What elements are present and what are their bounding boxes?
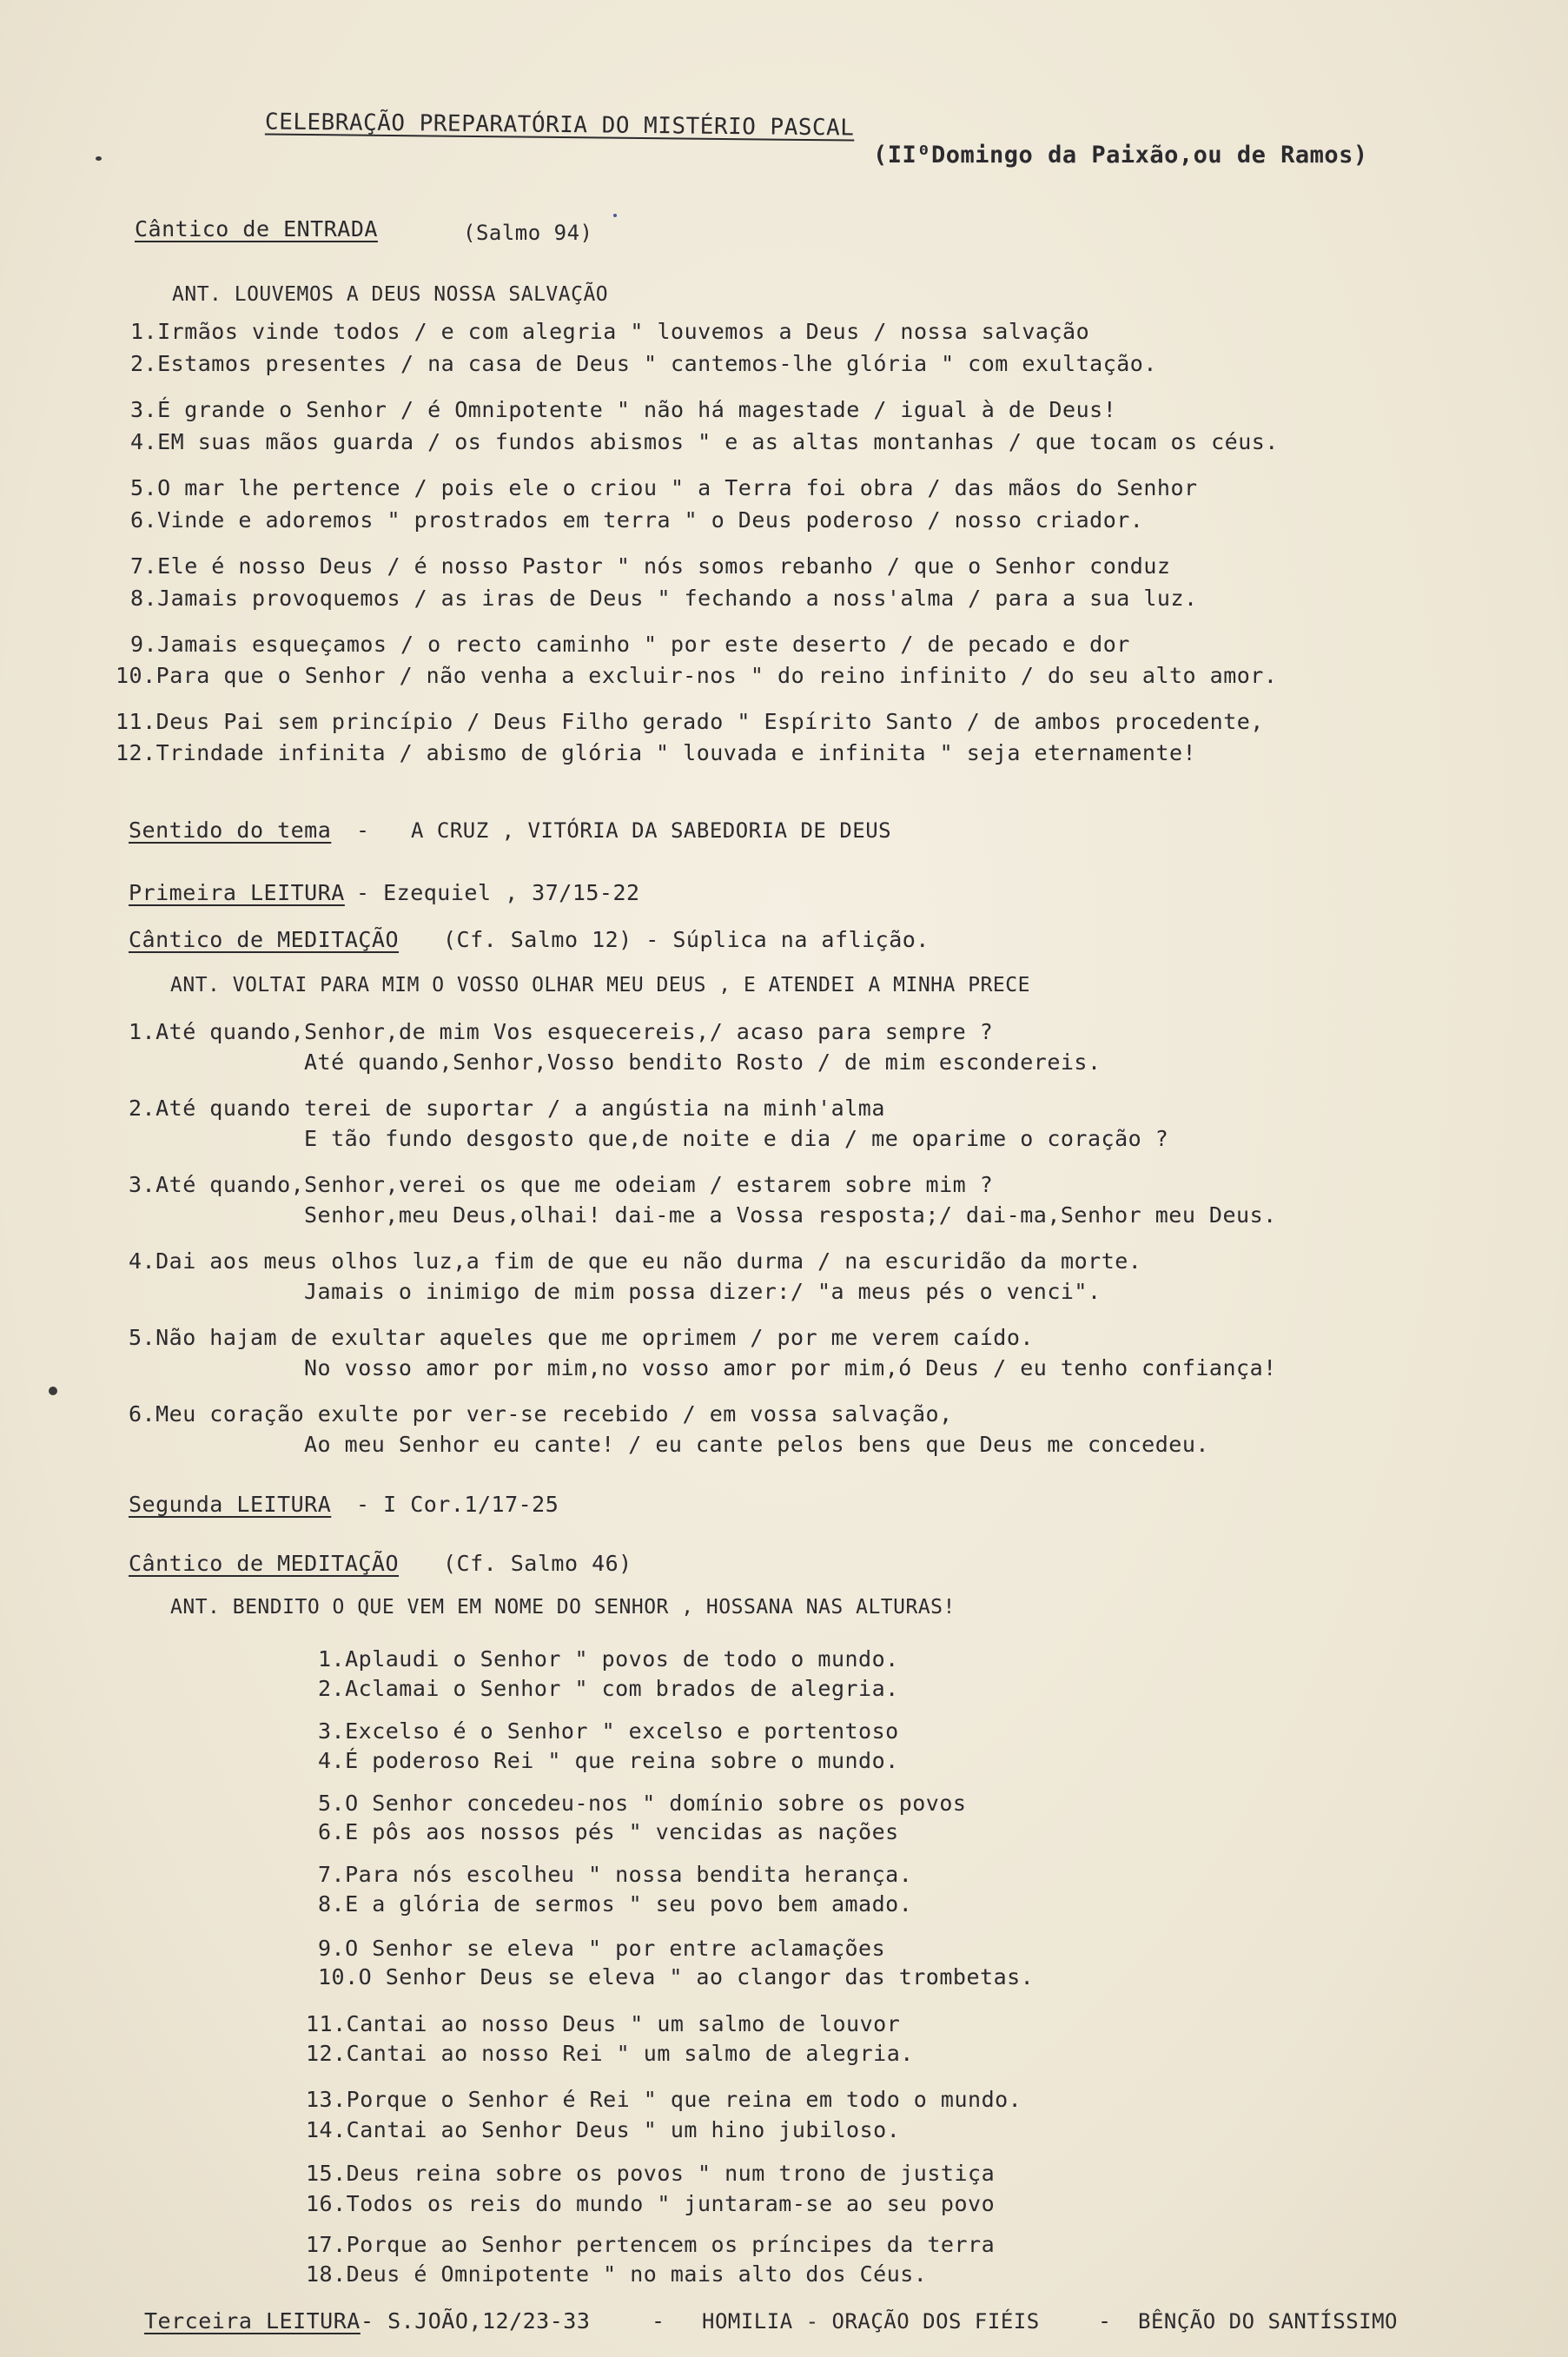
meditacao1-heading: Cântico de MEDITAÇÃO <box>129 927 400 952</box>
verse-line: 6.E pôs aos nossos pés " vencidas as nações <box>318 1819 899 1844</box>
verse-line: 8.Jamais provoquemos / as iras de Deus " fechando a noss'alma / para a sua luz. <box>130 586 1198 611</box>
verse-line: 8.E a glória de sermos " seu povo bem amado. <box>318 1891 913 1917</box>
entrada-antiphon: ANT. LOUVEMOS A DEUS NOSSA SALVAÇÃO <box>172 283 609 306</box>
verse-line: 4.EM suas mãos guarda / os fundos abismos " e as altas montanhas / que tocam os céus. <box>130 429 1279 454</box>
verse-line: 1.Aplaudi o Senhor " povos de todo o mundo. <box>318 1646 899 1672</box>
verse-line: Ao meu Senhor eu cante! / eu cante pelos bens que Deus me concedeu. <box>304 1432 1209 1457</box>
verse-line: 18.Deus é Omnipotente " no mais alto dos Céus. <box>306 2261 928 2287</box>
meditacao1-ref: (Cf. Salmo 12) - Súplica na aflição. <box>443 927 930 952</box>
page-subtitle: (II⁰Domingo da Paixão,ou de Ramos) <box>873 142 1368 169</box>
meditacao2-ref: (Cf. Salmo 46) <box>443 1551 632 1576</box>
segunda-label: Segunda LEITURA <box>129 1492 332 1517</box>
verse-line: 2.Até quando terei de suportar / a angústia na minh'alma <box>129 1096 885 1121</box>
bencao-text: BÊNÇÃO DO SANTÍSSIMO <box>1138 2309 1398 2334</box>
footer-dash: - <box>652 2308 665 2334</box>
primeira-label: Primeira LEITURA <box>129 880 345 905</box>
verse-line: 3.É grande o Senhor / é Omnipotente " não há magestade / igual à de Deus! <box>130 397 1117 422</box>
verse-line: 14.Cantai ao Senhor Deus " um hino jubiloso. <box>306 2117 901 2142</box>
ink-speck <box>96 156 102 161</box>
verse-line: 4.É poderoso Rei " que reina sobre o mundo. <box>318 1748 899 1773</box>
ink-speck <box>613 214 617 217</box>
verse-line: Senhor,meu Deus,olhai! dai-me a Vossa resposta;/ dai-ma,Senhor meu Deus. <box>304 1202 1277 1228</box>
verse-line: 7.Ele é nosso Deus / é nosso Pastor " nós somos rebanho / que o Senhor conduz <box>130 553 1171 579</box>
segunda-text: - I Cor.1/17-25 <box>356 1492 559 1517</box>
verse-line: 11.Cantai ao nosso Deus " um salmo de louvor <box>306 2011 901 2036</box>
verse-line: 7.Para nós escolheu " nossa bendita herança. <box>318 1862 913 1887</box>
terceira-text: - S.JOÃO,12/23-33 <box>361 2308 591 2334</box>
sentido-text: A CRUZ , VITÓRIA DA SABEDORIA DE DEUS <box>411 818 892 843</box>
meditacao2-heading: Cântico de MEDITAÇÃO <box>129 1551 400 1576</box>
entrada-ref: (Salmo 94) <box>463 221 593 245</box>
meditacao1-antiphon: ANT. VOLTAI PARA MIM O VOSSO OLHAR MEU DEUS , E ATENDEI A MINHA PRECE <box>170 974 1030 996</box>
entrada-heading: Cântico de ENTRADA <box>135 216 378 242</box>
footer-dash: - <box>1098 2308 1112 2334</box>
meditacao2-antiphon: ANT. BENDITO O QUE VEM EM NOME DO SENHOR , HOSSANA NAS ALTURAS! <box>170 1596 956 1619</box>
verse-line: 6.Vinde e adoremos " prostrados em terra " o Deus poderoso / nosso criador. <box>130 507 1144 533</box>
ink-speck <box>49 1387 57 1395</box>
verse-line: 9.Jamais esqueçamos / o recto caminho " por este deserto / de pecado e dor <box>130 632 1130 657</box>
verse-line: No vosso amor por mim,no vosso amor por mim,ó Deus / eu tenho confiança! <box>304 1355 1277 1380</box>
verse-line: 3.Até quando,Senhor,verei os que me odeiam / estarem sobre mim ? <box>129 1172 994 1197</box>
verse-line: 2.Estamos presentes / na casa de Deus " cantemos-lhe glória " com exultação. <box>130 351 1157 376</box>
verse-line: 12.Cantai ao nosso Rei " um salmo de alegria. <box>306 2041 914 2066</box>
verse-line: 11.Deus Pai sem princípio / Deus Filho gerado " Espírito Santo / de ambos procedente, <box>116 709 1264 734</box>
verse-line: 15.Deus reina sobre os povos " num trono de justiça <box>306 2161 996 2186</box>
verse-line: 9.O Senhor se eleva " por entre aclamações <box>318 1936 886 1961</box>
verse-line: 6.Meu coração exulte por ver-se recebido / em vossa salvação, <box>129 1401 953 1427</box>
verse-line: 16.Todos os reis do mundo " juntaram-se ao seu povo <box>306 2191 996 2216</box>
verse-line: E tão fundo desgosto que,de noite e dia / me oparime o coração ? <box>304 1126 1169 1151</box>
verse-line: Jamais o inimigo de mim possa dizer:/ "a meus pés o venci". <box>304 1279 1102 1304</box>
verse-line: 1.Irmãos vinde todos / e com alegria " louvemos a Deus / nossa salvação <box>130 319 1090 344</box>
page-title: CELEBRAÇÃO PREPARATÓRIA DO MISTÉRIO PASCAL <box>264 109 855 142</box>
verse-line: 5.Não hajam de exultar aqueles que me oprimem / por me verem caído. <box>129 1325 1034 1350</box>
terceira-label: Terceira LEITURA <box>144 2308 361 2334</box>
homilia-text: HOMILIA - ORAÇÃO DOS FIÉIS <box>702 2309 1040 2334</box>
verse-line: 13.Porque o Senhor é Rei " que reina em todo o mundo. <box>306 2087 1022 2112</box>
verse-line: 17.Porque ao Senhor pertencem os príncipes da terra <box>306 2232 996 2257</box>
verse-line: Até quando,Senhor,Vosso bendito Rosto / de mim escondereis. <box>304 1049 1102 1075</box>
verse-line: 5.O mar lhe pertence / pois ele o criou " a Terra foi obra / das mãos do Senhor <box>130 475 1198 500</box>
verse-line: 5.O Senhor concedeu-nos " domínio sobre os povos <box>318 1791 967 1816</box>
sentido-dash: - <box>356 818 370 843</box>
verse-line: 1.Até quando,Senhor,de mim Vos esquecereis,/ acaso para sempre ? <box>129 1019 994 1044</box>
verse-line: 2.Aclamai o Senhor " com brados de alegria. <box>318 1676 899 1701</box>
verse-line: 10.Para que o Senhor / não venha a excluir-nos " do reino infinito / do seu alto amor. <box>116 663 1278 688</box>
sentido-label: Sentido do tema <box>129 818 332 843</box>
primeira-text: - Ezequiel , 37/15-22 <box>356 880 640 905</box>
verse-line: 3.Excelso é o Senhor " excelso e portentoso <box>318 1718 899 1744</box>
verse-line: 4.Dai aos meus olhos luz,a fim de que eu não durma / na escuridão da morte. <box>129 1248 1142 1274</box>
verse-line: 12.Trindade infinita / abismo de glória " louvada e infinita " seja eternamente! <box>116 740 1197 765</box>
verse-line: 10.O Senhor Deus se eleva " ao clangor das trombetas. <box>318 1964 1035 1990</box>
